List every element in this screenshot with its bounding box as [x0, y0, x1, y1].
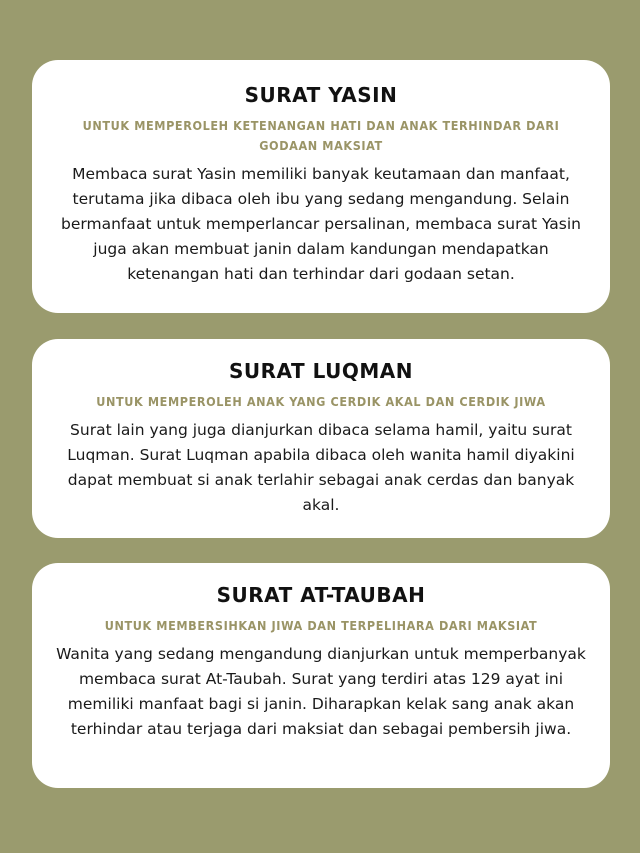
card-subtitle: UNTUK MEMPEROLEH KETENANGAN HATI DAN ANAK TERHINDAR DARI GODAAN MAKSIAT	[82, 118, 560, 153]
card-body: Membaca surat Yasin memiliki banyak keutamaan dan manfaat, terutama jika dibaca oleh ibu yang sedang mengandung. Selain bermanfaat untuk memperlancar persalinan, membaca surat Yasin juga akan membuat janin dalam kandungan mendapatkan ketenangan hati dan terhindar dari godaan setan.	[61, 165, 581, 283]
card-surat-yasin	[32, 60, 610, 313]
card-title: SURAT AT-TAUBAH	[216, 583, 426, 607]
card-subtitle: UNTUK MEMPEROLEH ANAK YANG CERDIK AKAL DAN CERDIK JIWA	[96, 394, 546, 409]
card-surat-luqman	[32, 339, 610, 538]
card-subtitle: UNTUK MEMBERSIHKAN JIWA DAN TERPELIHARA DARI MAKSIAT	[104, 618, 538, 633]
card-title: SURAT LUQMAN	[229, 359, 413, 383]
card-body: Surat lain yang juga dianjurkan dibaca selama hamil, yaitu surat Luqman. Surat Luqman apabila dibaca oleh wanita hamil diyakini dapat membuat si anak terlahir sebagai anak cerdas dan banyak akal.	[67, 421, 575, 514]
card-title: SURAT YASIN	[244, 83, 398, 107]
card-surat-at-taubah	[32, 563, 610, 788]
card-body: Wanita yang sedang mengandung dianjurkan untuk memperbanyak membaca surat At-Taubah. Surat yang terdiri atas 129 ayat ini memiliki manfaat bagi si janin. Diharapkan kelak sang anak akan terhindar atau terjaga dari maksiat dan sebagai pembersih jiwa.	[56, 645, 586, 738]
